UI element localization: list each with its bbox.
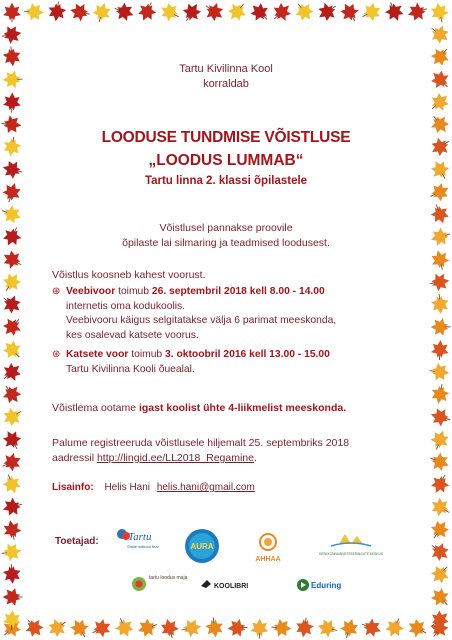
- leaf-icon: [0, 291, 25, 317]
- sun-bullet-icon: ⊛: [52, 286, 61, 297]
- leaf-icon: [0, 427, 25, 453]
- field-round-name: Katsete voor: [66, 349, 129, 360]
- leaf-icon: [426, 538, 452, 564]
- leaf-icon: [47, 0, 67, 22]
- leaf-icon: [268, 0, 295, 26]
- tartu-logo: [113, 526, 159, 552]
- eduring-logo-text: Eduring: [311, 581, 342, 590]
- leaf-icon: [3, 3, 21, 23]
- leaf-icon: [427, 67, 452, 94]
- leaf-icon: [0, 224, 25, 250]
- target-audience: Tartu linna 2. klassi õpilastele: [144, 175, 308, 187]
- leaf-icon: [359, 0, 385, 25]
- koolibri-logo: [199, 576, 249, 594]
- field-round-verb: toimub: [128, 349, 166, 360]
- env-fund-logo: [319, 530, 383, 560]
- leaf-icon: [0, 202, 24, 226]
- aura-logo-text: AURA: [190, 542, 214, 551]
- web-round-name: Veebivoor: [66, 286, 116, 297]
- leaf-icon: [250, 618, 268, 638]
- koolibri-logo-text: KOOLIBRI: [214, 583, 249, 590]
- leaf-icon: [428, 225, 452, 248]
- contact-email-link[interactable]: helis.hani@gmail.com: [156, 482, 255, 493]
- leaf-icon: [2, 70, 23, 89]
- leaf-icon: [294, 616, 315, 638]
- leaf-icon: [23, 2, 44, 21]
- leaf-icon: [247, 0, 274, 26]
- leaf-icon: [0, 337, 26, 364]
- ahhaa-logo: [248, 530, 288, 566]
- web-round-when: 26. septembril 2018 kell 8.00 - 14.00: [151, 286, 325, 297]
- web-round-verb: toimub: [115, 286, 152, 297]
- teams-text: [52, 402, 346, 414]
- contact-info: [52, 482, 255, 493]
- leaf-icon: [428, 471, 452, 497]
- leaf-icon: [180, 617, 203, 638]
- leaf-icon: [91, 0, 114, 24]
- leaf-icon: [430, 293, 450, 314]
- leaf-icon: [427, 43, 452, 70]
- rounds-intro: Võistlus koosneb kahest voorust.: [52, 269, 206, 281]
- leaf-icon: [382, 0, 406, 24]
- leaf-icon: [1, 518, 23, 541]
- leaf-icon: [427, 111, 452, 138]
- leaf-icon: [429, 248, 451, 271]
- leaf-icon: [428, 157, 452, 183]
- competition-name: „LOODUS LUMMAB“: [148, 152, 304, 169]
- field-round-item: [52, 348, 412, 377]
- leaf-icon: [157, 0, 183, 25]
- leaf-icon: [0, 496, 24, 519]
- leaf-icon: [427, 494, 452, 520]
- leaf-icon: [382, 615, 407, 640]
- leaf-icon: [338, 616, 361, 640]
- web-round-line-2: internetis oma kodukoolis.: [66, 300, 186, 312]
- leaf-icon: [112, 0, 137, 24]
- leaf-icon: [404, 616, 430, 640]
- leaf-icon: [291, 0, 317, 25]
- leaf-icon: [337, 0, 362, 26]
- leaf-icon: [1, 159, 25, 181]
- leaf-icon: [314, 0, 341, 25]
- registration-link[interactable]: http://lingid.ee/LL2018_Regamine: [96, 452, 254, 464]
- leaf-icon: [227, 619, 248, 638]
- leaf-icon: [21, 614, 47, 640]
- loodusmaja-logo-text: tartu loodus maja: [149, 575, 188, 581]
- leaf-icon: [316, 617, 339, 639]
- registration-suffix: .: [254, 452, 257, 464]
- leaf-icon: [135, 616, 160, 639]
- web-round-item: [52, 285, 412, 343]
- leaf-icon: [2, 135, 23, 158]
- leaf-icon: [271, 618, 292, 638]
- leaf-icon: [44, 615, 71, 640]
- registration-prefix: aadressil: [52, 452, 97, 464]
- teams-bold: igast koolist ühte 4-liikmelist meeskonda.: [138, 402, 347, 414]
- leaf-icon: [179, 0, 205, 26]
- sun-bullet-icon: ⊛: [52, 349, 61, 360]
- field-round-when: 3. oktoobril 2016 kell 13.00 - 15.00: [165, 349, 330, 360]
- leaf-icon: [429, 382, 450, 405]
- leaf-icon: [0, 269, 25, 296]
- leaf-icon: [0, 472, 24, 497]
- leaf-icon: [430, 318, 450, 336]
- contact-label: Lisainfo:: [52, 482, 94, 493]
- intro-line-1: Võistlusel pannakse proovile: [159, 222, 293, 234]
- leaf-icon: [426, 89, 452, 116]
- organizer-block: [46, 62, 406, 92]
- web-round-line-4: kes osalevad katsete voorus.: [66, 329, 199, 341]
- leaf-icon: [427, 180, 452, 205]
- leaf-icon: [1, 115, 23, 135]
- leaf-icon: [431, 340, 450, 361]
- leaf-icon: [68, 1, 91, 23]
- field-round-line-2: Tartu Kivilinna Kooli õuealal.: [66, 363, 195, 375]
- leaf-icon: [429, 1, 451, 25]
- leaf-icon: [0, 24, 23, 45]
- leaf-icon: [428, 428, 451, 453]
- sponsors-label: Toetajad:: [55, 536, 99, 547]
- leaf-icon: [427, 561, 452, 588]
- leaf-icon: [224, 0, 250, 25]
- leaf-icon: [201, 0, 228, 25]
- leaf-icon: [2, 563, 21, 584]
- leaf-icon: [359, 616, 384, 640]
- leaf-icon: [0, 359, 25, 385]
- school-name: Tartu Kivilinna Kool: [179, 63, 273, 75]
- tartu-logo-text: Tartu: [128, 531, 152, 543]
- leaf-icon: [427, 450, 452, 474]
- eduring-logo: [296, 576, 350, 594]
- leaf-icon: [0, 450, 24, 474]
- leaf-icon: [0, 313, 26, 340]
- leaf-icon: [2, 46, 22, 68]
- leaf-icon: [67, 615, 93, 640]
- leaf-icon: [0, 180, 23, 204]
- leaf-icon: [426, 21, 452, 47]
- leaf-icon: [427, 584, 452, 611]
- organizes-text: korraldab: [203, 78, 249, 90]
- teams-prefix: Võistlema ootame: [52, 402, 139, 414]
- leaf-icon: [427, 134, 452, 160]
- leaf-icon: [429, 406, 452, 428]
- ahhaa-logo-text: AHHAA: [255, 556, 281, 563]
- leaf-icon: [428, 362, 450, 382]
- leaf-icon: [89, 616, 115, 640]
- tartu-loodusmaja-logo: [130, 570, 188, 598]
- intro-text: [46, 221, 406, 251]
- leaf-icon: [427, 517, 452, 544]
- contact-name: Helis Hani: [104, 482, 151, 493]
- aura-logo: [182, 526, 222, 566]
- registration-line-1: Palume registreeruda võistlusele hiljemalt 25. septembriks 2018: [52, 437, 350, 449]
- leaf-icon: [428, 272, 450, 293]
- leaf-icon: [405, 0, 429, 23]
- competition-title: LOODUSE TUNDMISE VÕISTLUSE: [101, 129, 351, 146]
- leaf-icon: [3, 92, 22, 113]
- registration-text: [52, 436, 349, 466]
- leaf-icon: [135, 0, 159, 24]
- leaf-icon: [204, 616, 224, 638]
- env-fund-logo-text: KESKKONNAINVESTEERINGUTE KESKUS: [319, 552, 383, 556]
- tartu-logo-sub: Smile without fear: [127, 544, 159, 549]
- leaf-icon: [0, 542, 22, 562]
- leaf-icon: [0, 381, 25, 408]
- leaf-icon: [3, 588, 23, 606]
- leaf-icon: [112, 615, 136, 640]
- leaf-icon: [0, 247, 26, 272]
- intro-line-2: õpilaste lai silmaring ja teadmised loodusest.: [122, 237, 330, 249]
- leaf-icon: [428, 201, 452, 226]
- web-round-line-3: Veebivooru käigus selgitatakse välja 6 parimat meeskonda,: [66, 315, 337, 326]
- leaf-icon: [158, 617, 180, 640]
- leaf-icon: [0, 404, 26, 430]
